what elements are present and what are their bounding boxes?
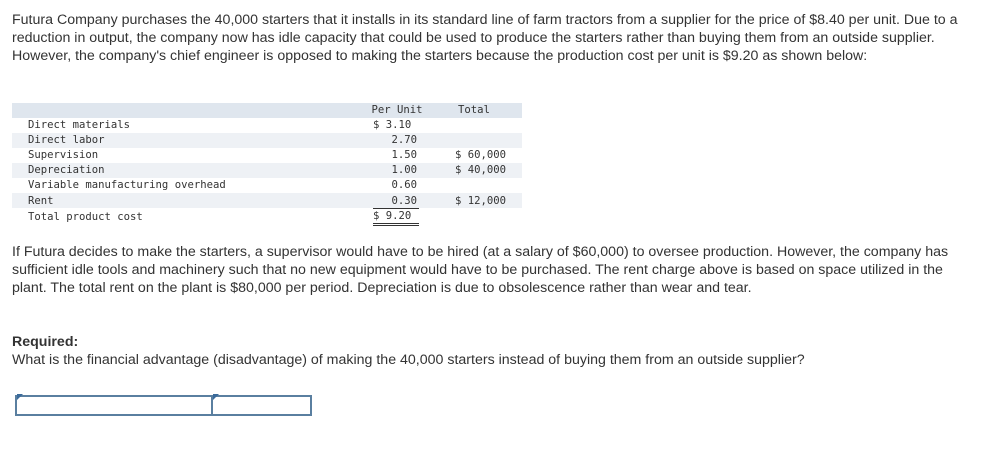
row-shade [12, 193, 522, 208]
row-label: Rent [28, 195, 54, 207]
row-per-unit: 0.60 [391, 179, 417, 191]
row-per-unit: 1.00 [391, 164, 417, 176]
row-label: Direct labor [28, 134, 105, 146]
row-total: $ 40,000 [455, 164, 507, 176]
problem-intro: Futura Company purchases the 40,000 starters that it installs in its standard line of farm tractors from a supplier for the price of $8.40 per unit. Due to a reduction in output, the company now has idle capacity that could be used to produce the starters rather than buying them from an outside supplier. However, the company's chief engineer is opposed to making the starters because the production cost per unit is $9.20 as shown below: [12, 12, 958, 64]
input-marker-icon [17, 394, 23, 400]
total-double-rule-top [373, 223, 419, 224]
row-label: Variable manufacturing overhead [28, 179, 226, 191]
answer-amount-input[interactable] [211, 395, 312, 416]
total-header: Total [458, 104, 490, 116]
required-label: Required: [12, 334, 79, 350]
row-total: $ 60,000 [455, 149, 507, 161]
cost-table [12, 103, 522, 225]
row-total: $ 12,000 [455, 195, 507, 207]
row-per-unit: 1.50 [391, 149, 417, 161]
problem-details: If Futura decides to make the starters, a supervisor would have to be hired (at a salary of $60,000) to oversee production. However, the company has sufficient idle tools and machinery such that no new equipment would have to be purchased. The rent charge above is based on space utilized in the plant. The total rent on the plant is $80,000 per period. Depreciation is due to obsolescence rather than wear and tear. [12, 244, 949, 296]
answer-label-input[interactable] [15, 395, 213, 416]
row-label: Supervision [28, 149, 99, 161]
row-per-unit: 2.70 [391, 134, 417, 146]
row-label: Total product cost [28, 211, 143, 223]
required-question: What is the financial advantage (disadvantage) of making the 40,000 starters instead of buying them from an outside supplier? [12, 352, 805, 368]
row-per-unit: $ 3.10 [373, 119, 412, 131]
total-double-rule-bottom [373, 225, 419, 226]
per-unit-header: Per Unit [371, 104, 423, 116]
input-marker-icon [213, 394, 219, 400]
row-label: Depreciation [28, 164, 105, 176]
row-per-unit: 0.30 [391, 195, 417, 207]
row-per-unit: $ 9.20 [373, 210, 412, 222]
row-label: Direct materials [28, 119, 131, 131]
table-header-band [12, 103, 522, 118]
